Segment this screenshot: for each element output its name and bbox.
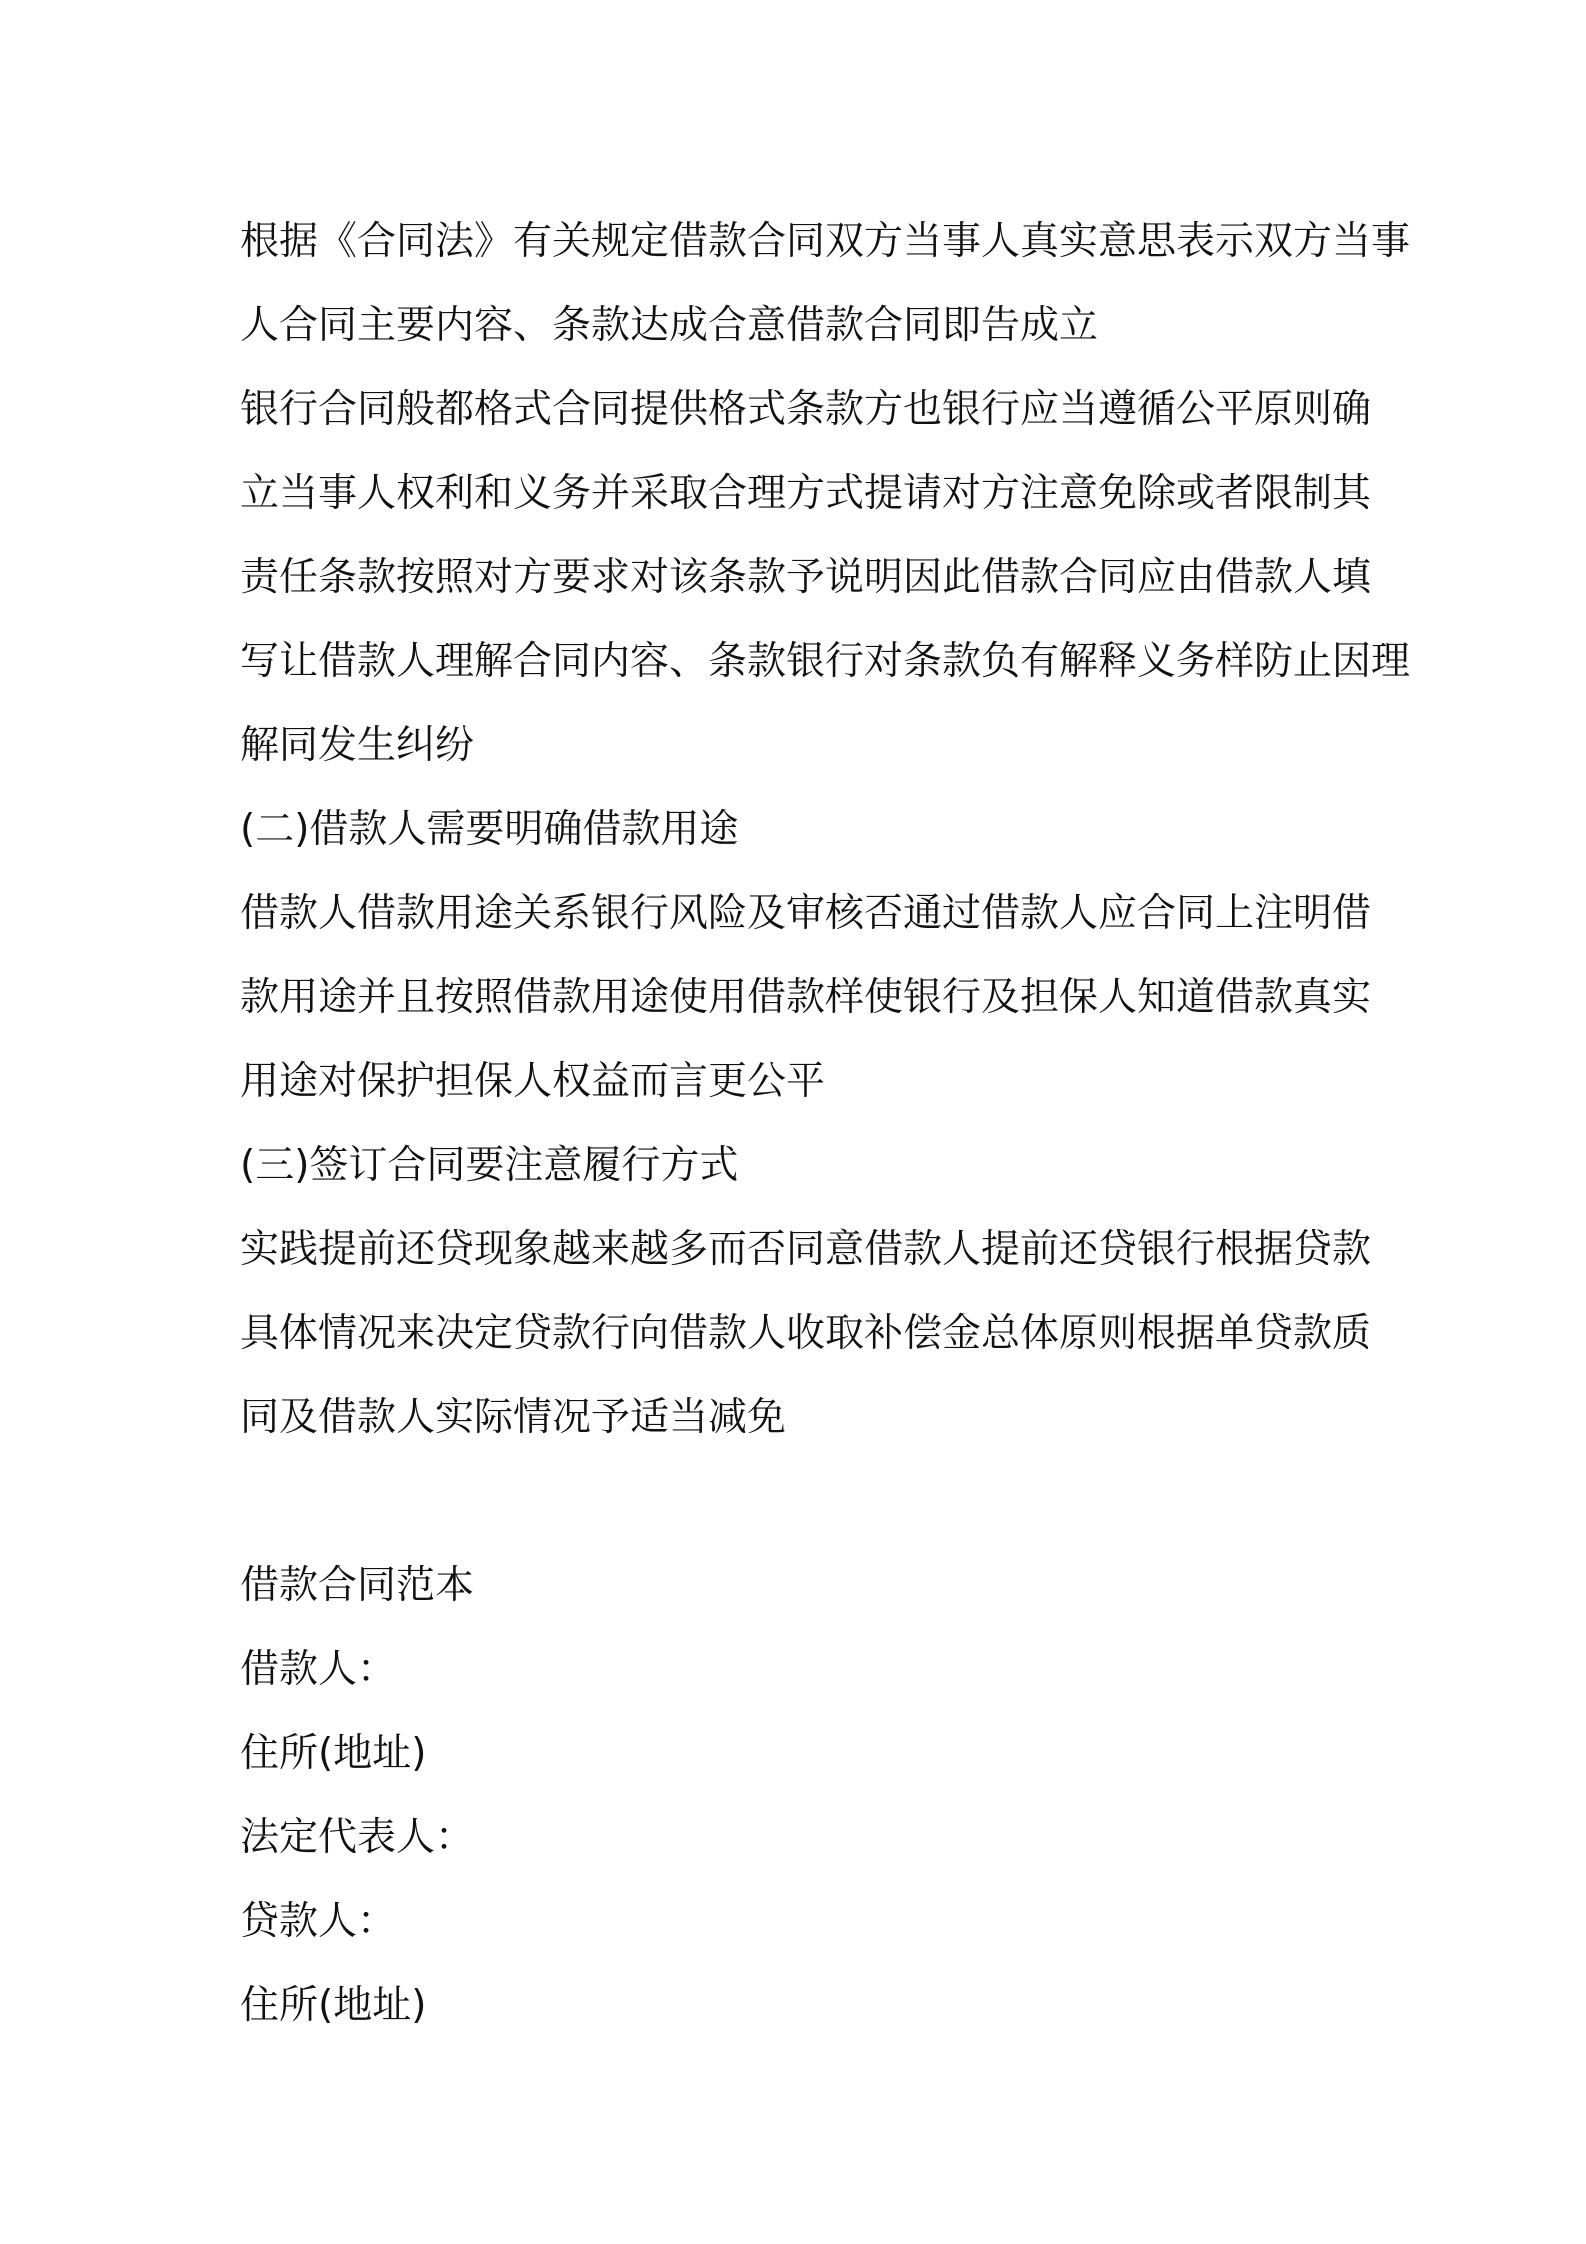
- paragraph-line: 立当事人权利和义务并采取合理方式提请对方注意免除或者限制其: [240, 471, 1372, 516]
- sample-title: 借款合同范本: [240, 1563, 475, 1608]
- document-body: [240, 200, 1411, 2048]
- paragraph-line: 人合同主要内容、条款达成合意借款合同即告成立: [240, 303, 1099, 348]
- field-lender: 贷款人：: [240, 1899, 397, 1944]
- paragraph-line: 根据《合同法》有关规定借款合同双方当事人真实意思表示双方当事: [240, 219, 1411, 264]
- paragraph-line: 同及借款人实际情况予适当减免: [240, 1395, 787, 1440]
- paragraph-line: 具体情况来决定贷款行向借款人收取补偿金总体原则根据单贷款质: [240, 1311, 1372, 1356]
- paragraph-line: 用途对保护担保人权益而言更公平: [240, 1059, 826, 1104]
- paragraph-line: 责任条款按照对方要求对该条款予说明因此借款合同应由借款人填: [240, 555, 1372, 600]
- section-heading: (二)借款人需要明确借款用途: [240, 807, 739, 852]
- blank-line: [240, 1460, 1360, 1544]
- paragraph-line: 银行合同般都格式合同提供格式条款方也银行应当遵循公平原则确: [240, 387, 1372, 432]
- field-borrower: 借款人：: [240, 1647, 397, 1692]
- paragraph-line: 解同发生纠纷: [240, 723, 475, 768]
- field-lender-address: 住所(地址): [240, 1983, 427, 2028]
- paragraph-line: 写让借款人理解合同内容、条款银行对条款负有解释义务样防止因理: [240, 639, 1411, 684]
- paragraph-line: 款用途并且按照借款用途使用借款样使银行及担保人知道借款真实: [240, 975, 1372, 1020]
- paragraph-line: 实践提前还贷现象越来越多而否同意借款人提前还贷银行根据贷款: [240, 1227, 1372, 1272]
- paragraph-line: 借款人借款用途关系银行风险及审核否通过借款人应合同上注明借: [240, 891, 1372, 936]
- field-legal-representative: 法定代表人：: [240, 1815, 475, 1860]
- section-heading: (三)签订合同要注意履行方式: [240, 1143, 739, 1188]
- field-borrower-address: 住所(地址): [240, 1731, 427, 1776]
